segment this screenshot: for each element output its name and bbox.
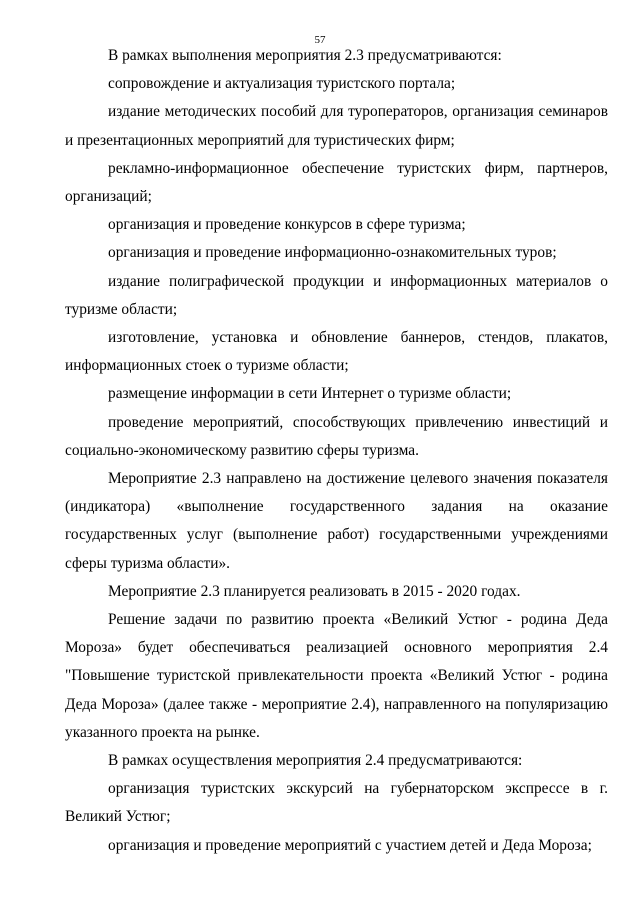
document-body xyxy=(65,42,608,860)
page-number: 57 xyxy=(314,34,326,46)
paragraph: размещение информации в сети Интернет о туризме области; xyxy=(108,385,512,403)
paragraph: В рамках выполнения мероприятия 2.3 предусматриваются: xyxy=(108,47,502,64)
paragraph: проведение мероприятий, способствующих привлечению инвестиций и социально-экономическому развитию сферы туризма. xyxy=(65,413,608,459)
paragraph: Решение задачи по развитию проекта «Великий Устюг - родина Деда Мороза» будет обеспечиваться реализацией основного мероприятия 2.4 "Повышение туристской привлекательности проекта «Великий Устюг - родина Деда Мороза» (далее также - мероприятие 2.4), направленного на популяризацию указанного проекта на рынке. xyxy=(65,611,608,741)
paragraph: сопровождение и актуализация туристского портала; xyxy=(108,75,456,93)
paragraph: Мероприятие 2.3 планируется реализовать в 2015 - 2020 годах. xyxy=(108,582,521,600)
paragraph: организация туристских экскурсий на губернаторском экспрессе в г. Великий Устюг; xyxy=(65,780,608,826)
paragraph: В рамках осуществления мероприятия 2.4 предусматриваются: xyxy=(108,752,523,770)
paragraph: издание методических пособий для туроператоров, организация семинаров и презентационных мероприятий для туристических фирм; xyxy=(65,103,608,149)
paragraph: организация и проведение конкурсов в сфере туризма; xyxy=(108,216,466,234)
paragraph: Мероприятие 2.3 направлено на достижение целевого значения показателя (индикатора) «выполнение государственного задания на оказание государственных услуг (выполнение работ) государственными учреждениями сферы туризма области». xyxy=(65,470,608,572)
paragraph: изготовление, установка и обновление баннеров, стендов, плакатов, информационных стоек о туризме области; xyxy=(65,329,608,375)
paragraph: рекламно-информационное обеспечение туристских фирм, партнеров, организаций; xyxy=(65,159,608,206)
paragraph: организация и проведение информационно-ознакомительных туров; xyxy=(108,244,557,262)
paragraph: издание полиграфической продукции и информационных материалов о туризме области; xyxy=(65,272,608,318)
paragraph: организация и проведение мероприятий с участием детей и Деда Мороза; xyxy=(108,836,592,854)
